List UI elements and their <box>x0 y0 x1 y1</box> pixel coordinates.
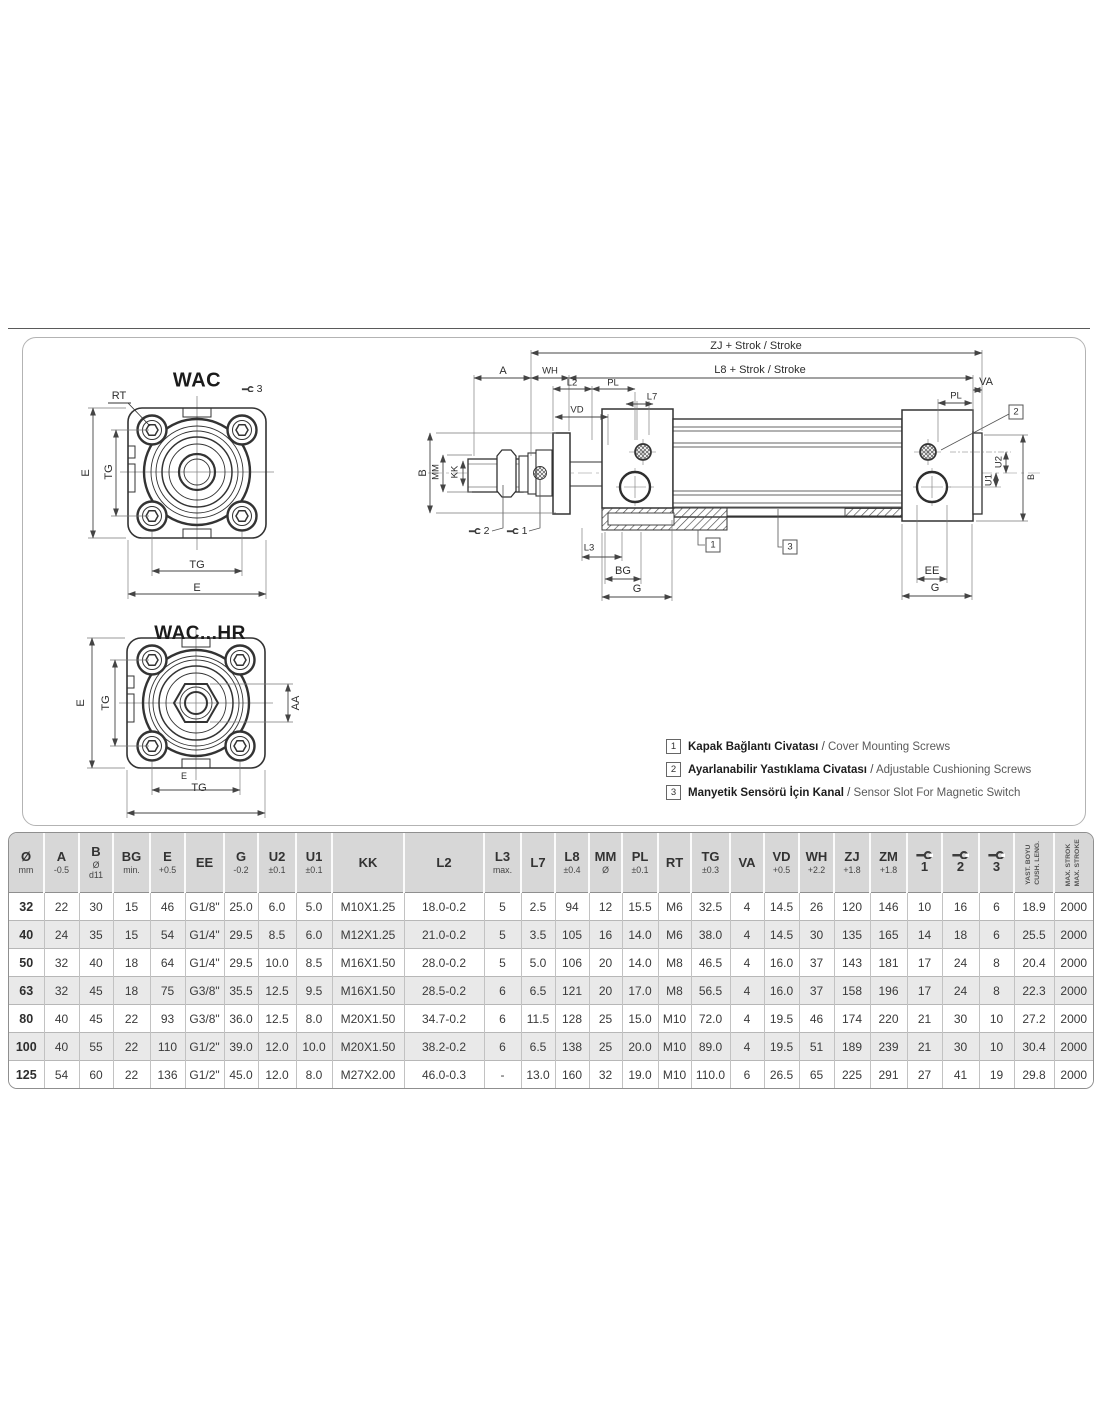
table-cell: 46.5 <box>691 949 730 977</box>
table-cell: 10.0 <box>258 949 296 977</box>
table-cell: 30 <box>942 1005 979 1033</box>
table-cell: 9.5 <box>296 977 332 1005</box>
table-cell: G3/8" <box>185 977 224 1005</box>
table-cell: 22 <box>113 1061 150 1089</box>
legend-number-box: 1 <box>666 739 681 754</box>
table-cell: 63 <box>9 977 44 1005</box>
table-cell: 14.0 <box>622 921 658 949</box>
table-cell: 19.5 <box>764 1033 799 1061</box>
dimension-label: ZJ + Strok / Stroke <box>710 340 802 352</box>
table-cell: 100 <box>9 1033 44 1061</box>
dimension-label: L7 <box>646 391 658 403</box>
table-cell: M10X1.25 <box>332 893 404 921</box>
front-view-hr-title: WAC...HR <box>154 623 246 644</box>
table-cell: M10 <box>658 1005 691 1033</box>
table-cell: M6 <box>658 921 691 949</box>
dimension-label: PL <box>607 377 619 389</box>
table-cell: 65 <box>799 1061 834 1089</box>
dimension-label: TG <box>189 559 205 571</box>
table-cell: 2000 <box>1054 893 1093 921</box>
dimension-label: G <box>930 582 940 594</box>
table-cell: 32 <box>589 1061 622 1089</box>
table-cell: M20X1.50 <box>332 1005 404 1033</box>
table-row <box>9 1005 1093 1033</box>
dimension-label: L3 <box>583 542 595 554</box>
table-cell: 15.5 <box>622 893 658 921</box>
table-cell: 21.0-0.2 <box>404 921 484 949</box>
table-cell: M6 <box>658 893 691 921</box>
table-cell: 6 <box>484 1005 521 1033</box>
table-cell: 143 <box>834 949 870 977</box>
table-header-cell: ZM +1.8 <box>870 833 907 893</box>
table-cell: M10 <box>658 1061 691 1089</box>
table-cell: - <box>484 1061 521 1089</box>
dimension-table <box>9 833 1093 1088</box>
table-cell: 40 <box>44 1033 79 1061</box>
table-cell: 10 <box>907 893 942 921</box>
table-row <box>9 949 1093 977</box>
wrench-callout-number: 1 <box>521 525 528 537</box>
table-cell: 158 <box>834 977 870 1005</box>
table-cell: 32.5 <box>691 893 730 921</box>
table-cell: 29.8 <box>1014 1061 1054 1089</box>
wrench-icon <box>916 851 933 860</box>
table-cell: 4 <box>730 921 764 949</box>
table-cell: 32 <box>44 977 79 1005</box>
table-header-cell: 3 <box>979 833 1014 893</box>
table-cell: 46 <box>799 1005 834 1033</box>
table-cell: 8.5 <box>296 949 332 977</box>
table-cell: 38.2-0.2 <box>404 1033 484 1061</box>
table-header-cell: ZJ +1.8 <box>834 833 870 893</box>
table-cell: 46 <box>150 893 185 921</box>
table-cell: 28.0-0.2 <box>404 949 484 977</box>
table-cell: 4 <box>730 1005 764 1033</box>
wrench-callout <box>507 525 528 537</box>
table-cell: 25 <box>589 1005 622 1033</box>
table-cell: 40 <box>79 949 113 977</box>
table-cell: 40 <box>44 1005 79 1033</box>
table-cell: 50 <box>9 949 44 977</box>
table-cell: 18 <box>942 921 979 949</box>
table-cell: 110 <box>150 1033 185 1061</box>
table-cell: 25.0 <box>224 893 258 921</box>
table-header-cell: MM Ø <box>589 833 622 893</box>
dimension-label: VA <box>979 376 993 388</box>
table-cell: M12X1.25 <box>332 921 404 949</box>
table-cell: M16X1.50 <box>332 977 404 1005</box>
dimension-label: B <box>417 469 429 477</box>
dimension-label: EE <box>924 565 940 577</box>
table-header-cell: A -0.5 <box>44 833 79 893</box>
table-cell: 3.5 <box>521 921 555 949</box>
dimension-label: TG <box>191 782 207 794</box>
table-cell: 46.0-0.3 <box>404 1061 484 1089</box>
table-cell: 17 <box>907 977 942 1005</box>
table-cell: 45 <box>79 1005 113 1033</box>
table-cell: 196 <box>870 977 907 1005</box>
table-cell: 14.0 <box>622 949 658 977</box>
table-header-cell: U2 ±0.1 <box>258 833 296 893</box>
table-header-cell: MAX. STROK MAX. STROKE <box>1054 833 1093 893</box>
table-header-cell: L3 max. <box>484 833 521 893</box>
table-cell: 2000 <box>1054 1005 1093 1033</box>
table-cell: 18.0-0.2 <box>404 893 484 921</box>
table-cell: G1/2" <box>185 1061 224 1089</box>
table-cell: 6 <box>484 977 521 1005</box>
table-cell: 24 <box>942 977 979 1005</box>
table-cell: 5 <box>484 949 521 977</box>
table-cell: 51 <box>799 1033 834 1061</box>
table-cell: 34.7-0.2 <box>404 1005 484 1033</box>
table-cell: 21 <box>907 1005 942 1033</box>
table-cell: 8.5 <box>258 921 296 949</box>
table-cell: M27X2.00 <box>332 1061 404 1089</box>
table-cell: 26.5 <box>764 1061 799 1089</box>
table-cell: 125 <box>9 1061 44 1089</box>
table-cell: 6.5 <box>521 1033 555 1061</box>
table-cell: 80 <box>9 1005 44 1033</box>
table-cell: 146 <box>870 893 907 921</box>
table-cell: G1/4" <box>185 949 224 977</box>
front-view-title: WAC <box>172 369 222 392</box>
dimension-label: L2 <box>566 377 578 389</box>
table-cell: 14.5 <box>764 893 799 921</box>
wrench-callout-number: 3 <box>256 383 263 395</box>
table-header-cell: 2 <box>942 833 979 893</box>
table-cell: 8 <box>979 977 1014 1005</box>
table-cell: 26 <box>799 893 834 921</box>
table-cell: 25.5 <box>1014 921 1054 949</box>
table-cell: 120 <box>834 893 870 921</box>
table-header-cell: YAST. BOYU CUSH. LENG. <box>1014 833 1054 893</box>
table-cell: 93 <box>150 1005 185 1033</box>
table-cell: 28.5-0.2 <box>404 977 484 1005</box>
table-cell: 12.5 <box>258 977 296 1005</box>
dimension-table-wrap <box>8 832 1094 1089</box>
table-cell: 22 <box>44 893 79 921</box>
table-header-cell: WH +2.2 <box>799 833 834 893</box>
table-cell: 55 <box>79 1033 113 1061</box>
wrench-icon <box>988 851 1005 860</box>
table-cell: 20.0 <box>622 1033 658 1061</box>
dimension-label: MM <box>430 464 442 480</box>
table-cell: 39.0 <box>224 1033 258 1061</box>
legend-row <box>666 762 1031 777</box>
dimension-label: VD <box>570 404 584 416</box>
table-cell: 29.5 <box>224 949 258 977</box>
table-cell: 75 <box>150 977 185 1005</box>
table-cell: 17 <box>907 949 942 977</box>
table-header-cell: G -0.2 <box>224 833 258 893</box>
dimension-label: E <box>75 699 87 707</box>
table-cell: 41 <box>942 1061 979 1089</box>
table-cell: 15.0 <box>622 1005 658 1033</box>
table-cell: 12 <box>589 893 622 921</box>
dimension-label: E <box>180 771 188 781</box>
table-cell: M20X1.50 <box>332 1033 404 1061</box>
table-cell: M10 <box>658 1033 691 1061</box>
table-cell: 15 <box>113 921 150 949</box>
table-cell: 239 <box>870 1033 907 1061</box>
table-cell: 6 <box>979 893 1014 921</box>
table-cell: 60 <box>79 1061 113 1089</box>
table-cell: 5.0 <box>296 893 332 921</box>
table-cell: 16.0 <box>764 949 799 977</box>
table-cell: 121 <box>555 977 589 1005</box>
table-cell: 12.5 <box>258 1005 296 1033</box>
table-cell: 16.0 <box>764 977 799 1005</box>
table-cell: M8 <box>658 949 691 977</box>
table-cell: 45.0 <box>224 1061 258 1089</box>
dimension-label: PL <box>950 390 962 402</box>
table-cell: 106 <box>555 949 589 977</box>
table-cell: 19.5 <box>764 1005 799 1033</box>
legend-text: Manyetik Sensörü İçin Kanal / Sensor Slot For Magnetic Switch <box>688 786 1021 799</box>
table-cell: 22 <box>113 1033 150 1061</box>
table-cell: G1/2" <box>185 1033 224 1061</box>
table-cell: 2000 <box>1054 949 1093 977</box>
table-cell: 4 <box>730 949 764 977</box>
table-cell: 38.0 <box>691 921 730 949</box>
dimension-label: TG <box>103 464 115 480</box>
table-cell: 138 <box>555 1033 589 1061</box>
legend-row <box>666 739 1031 754</box>
callout-number-box: 1 <box>706 538 721 553</box>
dimension-label: U2 <box>993 455 1005 469</box>
table-cell: 32 <box>9 893 44 921</box>
table-cell: 4 <box>730 893 764 921</box>
dimension-label: L8 + Strok / Stroke <box>714 364 806 376</box>
table-cell: 19 <box>979 1061 1014 1089</box>
table-header-cell: U1 ±0.1 <box>296 833 332 893</box>
wrench-callout-number: 2 <box>483 525 490 537</box>
table-cell: 105 <box>555 921 589 949</box>
table-cell: 25 <box>589 1033 622 1061</box>
table-cell: 5 <box>484 893 521 921</box>
table-cell: 5 <box>484 921 521 949</box>
table-cell: 19.0 <box>622 1061 658 1089</box>
legend <box>666 739 1031 808</box>
table-cell: 8.0 <box>296 1061 332 1089</box>
table-header-cell: L2 <box>404 833 484 893</box>
table-cell: 35 <box>79 921 113 949</box>
table-cell: 14.5 <box>764 921 799 949</box>
dimension-label: BG <box>615 565 631 577</box>
table-cell: G3/8" <box>185 1005 224 1033</box>
table-cell: 54 <box>44 1061 79 1089</box>
callout-number-box: 2 <box>1009 405 1024 420</box>
table-cell: 45 <box>79 977 113 1005</box>
legend-number-box: 2 <box>666 762 681 777</box>
table-cell: 37 <box>799 977 834 1005</box>
table-cell: 10 <box>979 1005 1014 1033</box>
table-cell: 189 <box>834 1033 870 1061</box>
callout-number-box: 3 <box>783 540 798 555</box>
table-cell: 135 <box>834 921 870 949</box>
table-cell: 14 <box>907 921 942 949</box>
dimension-label: KK <box>449 465 461 479</box>
table-cell: 8.0 <box>296 1005 332 1033</box>
table-cell: 20.4 <box>1014 949 1054 977</box>
table-cell: 15 <box>113 893 150 921</box>
table-cell: 22 <box>113 1005 150 1033</box>
table-cell: 30 <box>79 893 113 921</box>
table-row <box>9 893 1093 921</box>
table-cell: 94 <box>555 893 589 921</box>
table-cell: 128 <box>555 1005 589 1033</box>
dimension-label: TG <box>100 695 112 711</box>
legend-row <box>666 785 1031 800</box>
table-cell: 30 <box>799 921 834 949</box>
table-cell: 225 <box>834 1061 870 1089</box>
table-cell: 56.5 <box>691 977 730 1005</box>
table-cell: 165 <box>870 921 907 949</box>
table-cell: 27 <box>907 1061 942 1089</box>
dimension-label: RT <box>111 390 127 402</box>
legend-text: Ayarlanabilir Yastıklama Civatası / Adjustable Cushioning Screws <box>688 763 1032 776</box>
table-header-cell: VA <box>730 833 764 893</box>
table-header-cell: RT <box>658 833 691 893</box>
dimension-label: B <box>1026 473 1036 481</box>
table-cell: 20 <box>589 949 622 977</box>
table-cell: 36.0 <box>224 1005 258 1033</box>
dimension-label: AA <box>290 695 302 711</box>
table-header-cell: KK <box>332 833 404 893</box>
table-cell: 35.5 <box>224 977 258 1005</box>
legend-number-box: 3 <box>666 785 681 800</box>
table-cell: 136 <box>150 1061 185 1089</box>
table-cell: 181 <box>870 949 907 977</box>
table-cell: 220 <box>870 1005 907 1033</box>
wrench-icon <box>469 528 482 535</box>
table-cell: 6 <box>979 921 1014 949</box>
table-cell: 16 <box>589 921 622 949</box>
table-cell: G1/4" <box>185 921 224 949</box>
table-cell: 2000 <box>1054 1033 1093 1061</box>
table-cell: 32 <box>44 949 79 977</box>
table-cell: 6.0 <box>296 921 332 949</box>
table-cell: 21 <box>907 1033 942 1061</box>
wrench-icon <box>952 851 969 860</box>
table-cell: 24 <box>942 949 979 977</box>
table-cell: M16X1.50 <box>332 949 404 977</box>
table-header-cell: PL ±0.1 <box>622 833 658 893</box>
table-cell: 10.0 <box>296 1033 332 1061</box>
table-header-cell: TG ±0.3 <box>691 833 730 893</box>
wrench-icon <box>242 386 255 393</box>
wrench-callout <box>469 525 490 537</box>
table-header-cell: BG min. <box>113 833 150 893</box>
table-row <box>9 1061 1093 1089</box>
wrench-callout <box>242 383 263 395</box>
table-cell: 6.5 <box>521 977 555 1005</box>
table-cell: 11.5 <box>521 1005 555 1033</box>
table-cell: 20 <box>589 977 622 1005</box>
table-cell: 4 <box>730 977 764 1005</box>
table-cell: 6 <box>730 1061 764 1089</box>
table-cell: 291 <box>870 1061 907 1089</box>
wrench-icon <box>507 528 520 535</box>
table-cell: 10 <box>979 1033 1014 1061</box>
table-cell: 160 <box>555 1061 589 1089</box>
dimension-label: WH <box>542 365 558 377</box>
table-header-cell: E +0.5 <box>150 833 185 893</box>
dimension-label: E <box>193 582 201 594</box>
table-cell: 22.3 <box>1014 977 1054 1005</box>
table-cell: 18 <box>113 977 150 1005</box>
table-cell: 37 <box>799 949 834 977</box>
table-cell: 29.5 <box>224 921 258 949</box>
table-cell: 24 <box>44 921 79 949</box>
table-row <box>9 1033 1093 1061</box>
table-cell: 18 <box>113 949 150 977</box>
legend-text: Kapak Bağlantı Civatası / Cover Mounting Screws <box>688 740 951 753</box>
table-row <box>9 977 1093 1005</box>
table-header-cell: 1 <box>907 833 942 893</box>
table-cell: 8 <box>979 949 1014 977</box>
dimension-label: A <box>499 365 507 377</box>
table-header-cell: Ø mm <box>9 833 44 893</box>
table-header-cell: EE <box>185 833 224 893</box>
table-header-cell: B Ø d11 <box>79 833 113 893</box>
table-cell: 6 <box>484 1033 521 1061</box>
table-cell: 17.0 <box>622 977 658 1005</box>
table-header-cell: L8 ±0.4 <box>555 833 589 893</box>
table-cell: 18.9 <box>1014 893 1054 921</box>
table-header-cell: L7 <box>521 833 555 893</box>
dimension-label: U1 <box>983 473 995 487</box>
table-row <box>9 921 1093 949</box>
table-cell: 4 <box>730 1033 764 1061</box>
table-cell: 40 <box>9 921 44 949</box>
table-cell: 13.0 <box>521 1061 555 1089</box>
table-cell: 72.0 <box>691 1005 730 1033</box>
table-cell: 2000 <box>1054 977 1093 1005</box>
table-header-cell: VD +0.5 <box>764 833 799 893</box>
dimension-label: G <box>632 583 642 595</box>
table-cell: 5.0 <box>521 949 555 977</box>
table-cell: G1/8" <box>185 893 224 921</box>
table-cell: 54 <box>150 921 185 949</box>
table-cell: 64 <box>150 949 185 977</box>
table-cell: 6.0 <box>258 893 296 921</box>
table-cell: 12.0 <box>258 1033 296 1061</box>
table-cell: 89.0 <box>691 1033 730 1061</box>
table-cell: 27.2 <box>1014 1005 1054 1033</box>
table-cell: 16 <box>942 893 979 921</box>
table-cell: 2000 <box>1054 1061 1093 1089</box>
table-cell: 2000 <box>1054 921 1093 949</box>
table-cell: 30.4 <box>1014 1033 1054 1061</box>
table-cell: 30 <box>942 1033 979 1061</box>
table-cell: 12.0 <box>258 1061 296 1089</box>
table-cell: 2.5 <box>521 893 555 921</box>
table-cell: M8 <box>658 977 691 1005</box>
table-cell: 174 <box>834 1005 870 1033</box>
dimension-label: E <box>80 469 92 477</box>
table-cell: 110.0 <box>691 1061 730 1089</box>
